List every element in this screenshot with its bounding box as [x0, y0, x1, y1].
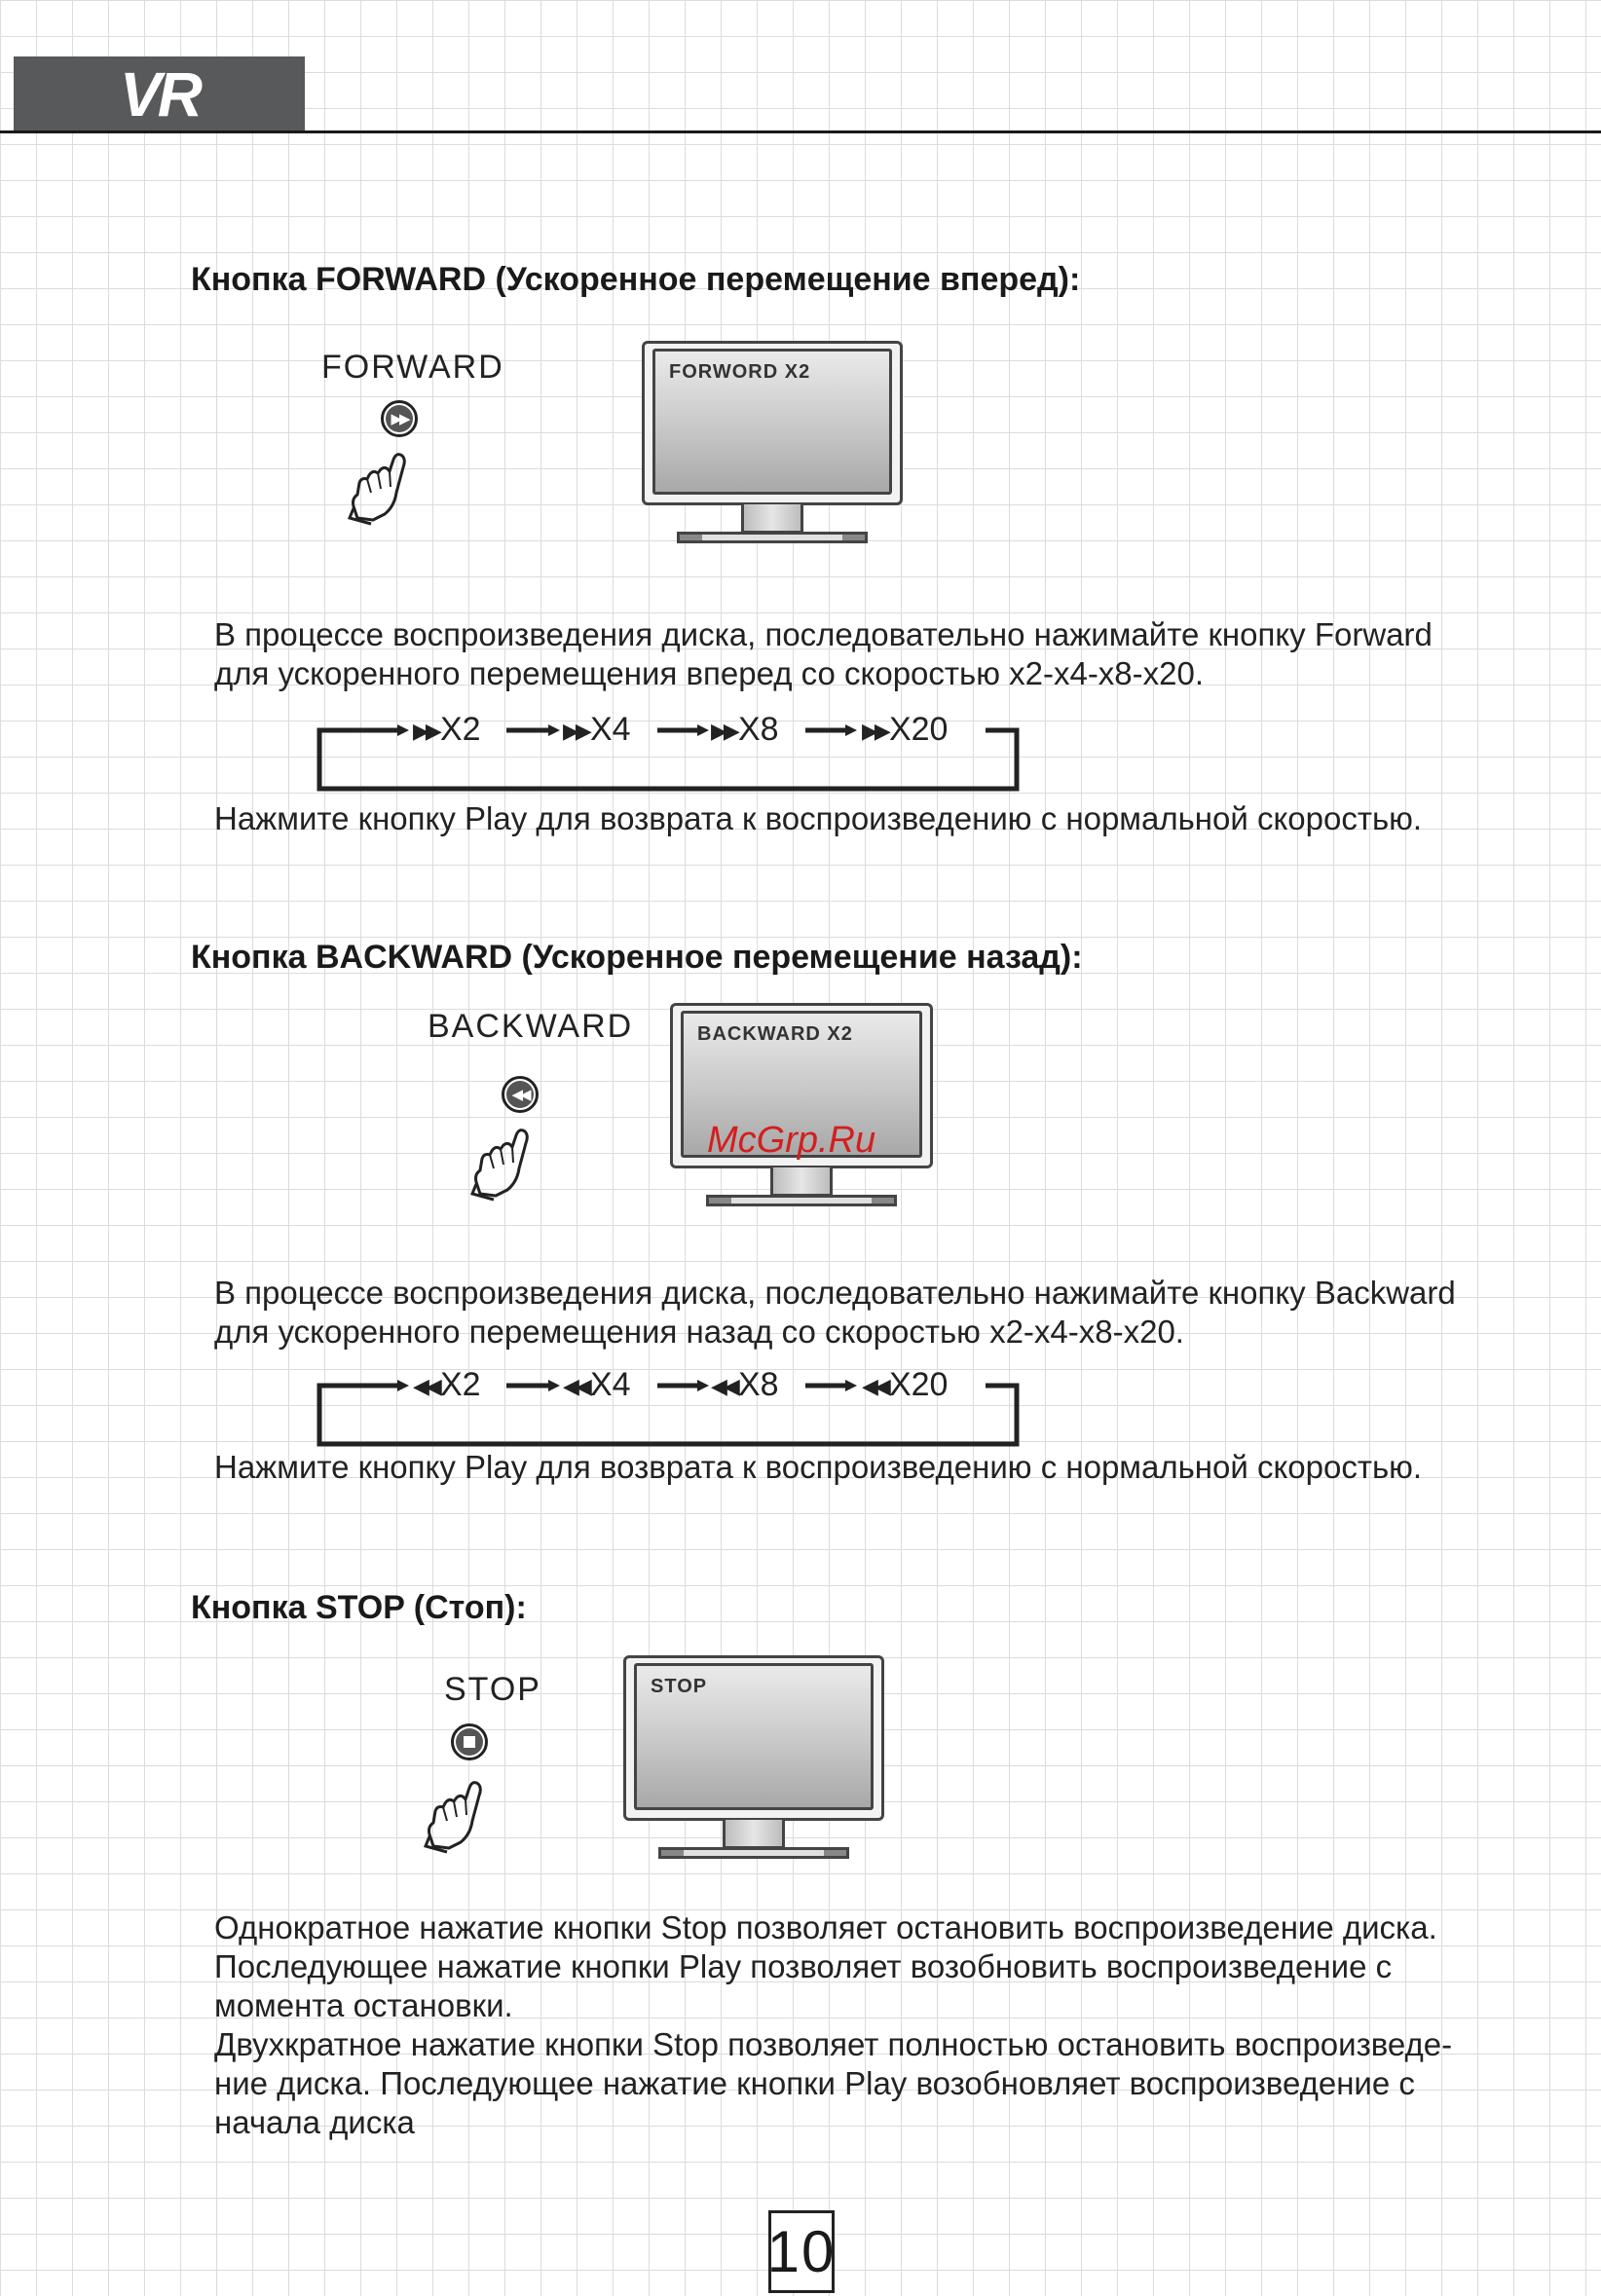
header-rule [0, 130, 1601, 133]
monitor-base [658, 1847, 849, 1859]
vr-logo: VR [120, 58, 199, 130]
backward-step-1: ◀◀ X2 [413, 1366, 481, 1403]
fast-forward-icon: ▶▶ [386, 405, 413, 432]
fast-forward-icon: ▶▶ [563, 719, 590, 744]
backward-step-2: ◀◀ X4 [563, 1366, 631, 1403]
stop-monitor [623, 1655, 884, 1862]
monitor-neck [741, 504, 803, 534]
backward-button-label: BACKWARD [428, 1008, 634, 1045]
forward-text-line2: для ускоренного перемещения вперед со скоростью x2-x4-x8-x20. [214, 655, 1205, 691]
stop-paragraph [214, 1908, 1452, 2142]
pointing-hand-icon [468, 1126, 537, 1202]
rewind-icon: ◀◀ [711, 1374, 738, 1399]
pointing-hand-icon [422, 1778, 490, 1854]
stop-button-icon [451, 1723, 488, 1760]
monitor-base [706, 1195, 897, 1206]
forward-step-4: ▶▶ X20 [862, 711, 949, 748]
rewind-icon: ◀◀ [862, 1374, 889, 1399]
forward-return-text: Нажмите кнопку Play для возврата к воспроизведению с нормальной скоростью. [214, 800, 1423, 836]
rewind-icon: ◀◀ [506, 1081, 534, 1108]
forward-step-1: ▶▶ X2 [413, 711, 481, 748]
screen-text: FORWORD X2 [669, 361, 811, 383]
forward-heading: Кнопка FORWARD (Ускоренное перемещение вперед): [191, 261, 1081, 298]
backward-text-line1: В процессе воспроизведения диска, последовательно нажимайте кнопку Backward [214, 1275, 1456, 1311]
backward-monitor [670, 1003, 933, 1209]
forward-step-2: ▶▶ X4 [563, 711, 631, 748]
monitor-screen [652, 349, 892, 495]
pointing-hand-icon [346, 450, 414, 526]
backward-text-line2: для ускоренного перемещения назад со скоростью x2-x4-x8-x20. [214, 1314, 1184, 1350]
screen-text: BACKWARD X2 [697, 1023, 853, 1045]
watermark: McGrp.Ru [707, 1120, 876, 1161]
fast-forward-icon: ▶▶ [862, 719, 889, 744]
rewind-icon: ◀◀ [413, 1374, 440, 1399]
forward-text-line1: В процессе воспроизведения диска, последовательно нажимайте кнопку Forward [214, 616, 1433, 652]
stop-heading: Кнопка STOP (Стоп): [191, 1589, 527, 1626]
stop-text-line: Однократное нажатие кнопки Stop позволяет остановить воспроизведение диска. [214, 1909, 1437, 1945]
stop-text-line: начала диска [214, 2104, 415, 2140]
forward-button-icon [381, 400, 418, 437]
rewind-icon: ◀◀ [563, 1374, 590, 1399]
stop-text-line: ние диска. Последующее нажатие кнопки Play возобновляет воспроизведение с [214, 2065, 1415, 2101]
logo-bar [14, 56, 305, 131]
stop-icon [456, 1728, 483, 1756]
screen-text: STOP [651, 1676, 708, 1697]
backward-button-icon [502, 1076, 539, 1113]
forward-step-3: ▶▶ X8 [711, 711, 779, 748]
backward-step-4: ◀◀ X20 [862, 1366, 949, 1403]
fast-forward-icon: ▶▶ [711, 719, 738, 744]
monitor-base [677, 532, 868, 543]
forward-monitor [642, 341, 903, 545]
fast-forward-icon: ▶▶ [413, 719, 440, 744]
backward-step-3: ◀◀ X8 [711, 1366, 779, 1403]
backward-heading: Кнопка BACKWARD (Ускоренное перемещение назад): [191, 939, 1083, 976]
monitor-screen [634, 1663, 874, 1810]
stop-text-line: Двухкратное нажатие кнопки Stop позволяет полностью остановить воспроизведе- [214, 2026, 1453, 2062]
monitor-neck [770, 1167, 833, 1197]
monitor-neck [723, 1820, 785, 1849]
stop-button-label: STOP [444, 1671, 541, 1708]
forward-button-label: FORWARD [321, 349, 504, 386]
backward-return-text: Нажмите кнопку Play для возврата к воспроизведению с нормальной скоростью. [214, 1449, 1423, 1485]
stop-text-line: момента остановки. [214, 1987, 513, 2023]
page-number: 10 [768, 2210, 835, 2293]
stop-text-line: Последующее нажатие кнопки Play позволяет возобновить воспроизведение с [214, 1948, 1393, 1984]
